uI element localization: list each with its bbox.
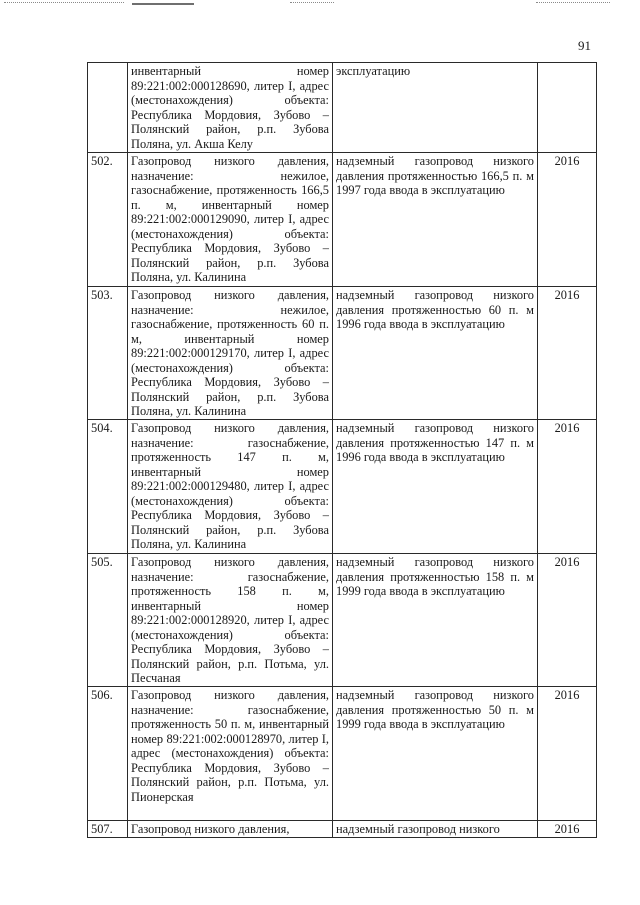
object-name-cell: Газопровод низкого давления, назначение: нежилое, газоснабжение, протяженность 60 п. м, инвентарный номер 89:221:002:000129170, литер I, адрес (местонахождения) объекта: Республика Мордовия, Зубово – Полянский район, р.п. Зубова Поляна, ул. Калинина [128,287,333,420]
year-cell: 2016 [538,554,597,687]
table-row [88,153,597,287]
year-cell [538,63,597,153]
object-name-cell: Газопровод низкого давления, [128,821,333,838]
year-cell: 2016 [538,287,597,420]
object-description-cell: надземный газопровод низкого давления протяженностью 158 п. м 1999 года ввода в эксплуатацию [333,554,538,687]
object-name-cell: Газопровод низкого давления, назначение: газоснабжение, протяженность 50 п. м, инвентарный номер 89:221:002:000128970, литер I, адрес (местонахождения) объекта: Республика Мордовия, Зубово – Полянский район, р.п. Потьма, ул. Пионерская [128,687,333,821]
table-row [88,420,597,554]
scan-artifact [290,2,334,6]
year-cell: 2016 [538,153,597,287]
object-description-cell: надземный газопровод низкого давления протяженностью 147 п. м 1996 года ввода в эксплуатацию [333,420,538,554]
page-number: 91 [578,38,591,53]
object-name-cell: Газопровод низкого давления, назначение: газоснабжение, протяженность 158 п. м, инвентарный номер 89:221:002:000128920, литер I, адрес (местонахождения) объекта: Республика Мордовия, Зубово – Полянский район, р.п. Потьма, ул. Песчаная [128,554,333,687]
object-name-cell: инвентарный номер 89:221:002:000128690, литер I, адрес (местонахождения) объекта: Республика Мордовия, Зубово – Полянский район, р.п. Зубова Поляна, ул. Акша Келу [128,63,333,153]
table-row [88,687,597,821]
table-row [88,554,597,687]
row-number: 503. [88,287,128,420]
row-number: 505. [88,554,128,687]
table-row [88,63,597,153]
year-cell: 2016 [538,687,597,821]
row-number: 507. [88,821,128,838]
table-row [88,287,597,420]
object-name-cell: Газопровод низкого давления, назначение: нежилое, газоснабжение, протяженность 166,5 п. м, инвентарный номер 89:221:002:000129090, литер I, адрес (местонахождения) объекта: Республика Мордовия, Зубово – Полянский район, р.п. Зубова Поляна, ул. Калинина [128,153,333,287]
object-description-cell: надземный газопровод низкого давления протяженностью 60 п. м 1996 года ввода в эксплуатацию [333,287,538,420]
object-description-cell: надземный газопровод низкого [333,821,538,838]
row-number: 504. [88,420,128,554]
registry-table [87,62,597,838]
scan-artifact [132,3,194,8]
object-description-cell: надземный газопровод низкого давления протяженностью 166,5 п. м 1997 года ввода в эксплуатацию [333,153,538,287]
object-description-cell: эксплуатацию [333,63,538,153]
year-cell: 2016 [538,420,597,554]
row-number [88,63,128,153]
table-row [88,821,597,838]
object-description-cell: надземный газопровод низкого давления протяженностью 50 п. м 1999 года ввода в эксплуатацию [333,687,538,821]
scan-artifact [4,2,124,6]
row-number: 502. [88,153,128,287]
object-name-cell: Газопровод низкого давления, назначение: газоснабжение, протяженность 147 п. м, инвентарный номер 89:221:002:000129480, литер I, адрес (местонахождения) объекта: Республика Мордовия, Зубово – Полянский район, р.п. Зубова Поляна, ул. Калинина [128,420,333,554]
row-number: 506. [88,687,128,821]
year-cell: 2016 [538,821,597,838]
scan-artifact [536,2,610,6]
